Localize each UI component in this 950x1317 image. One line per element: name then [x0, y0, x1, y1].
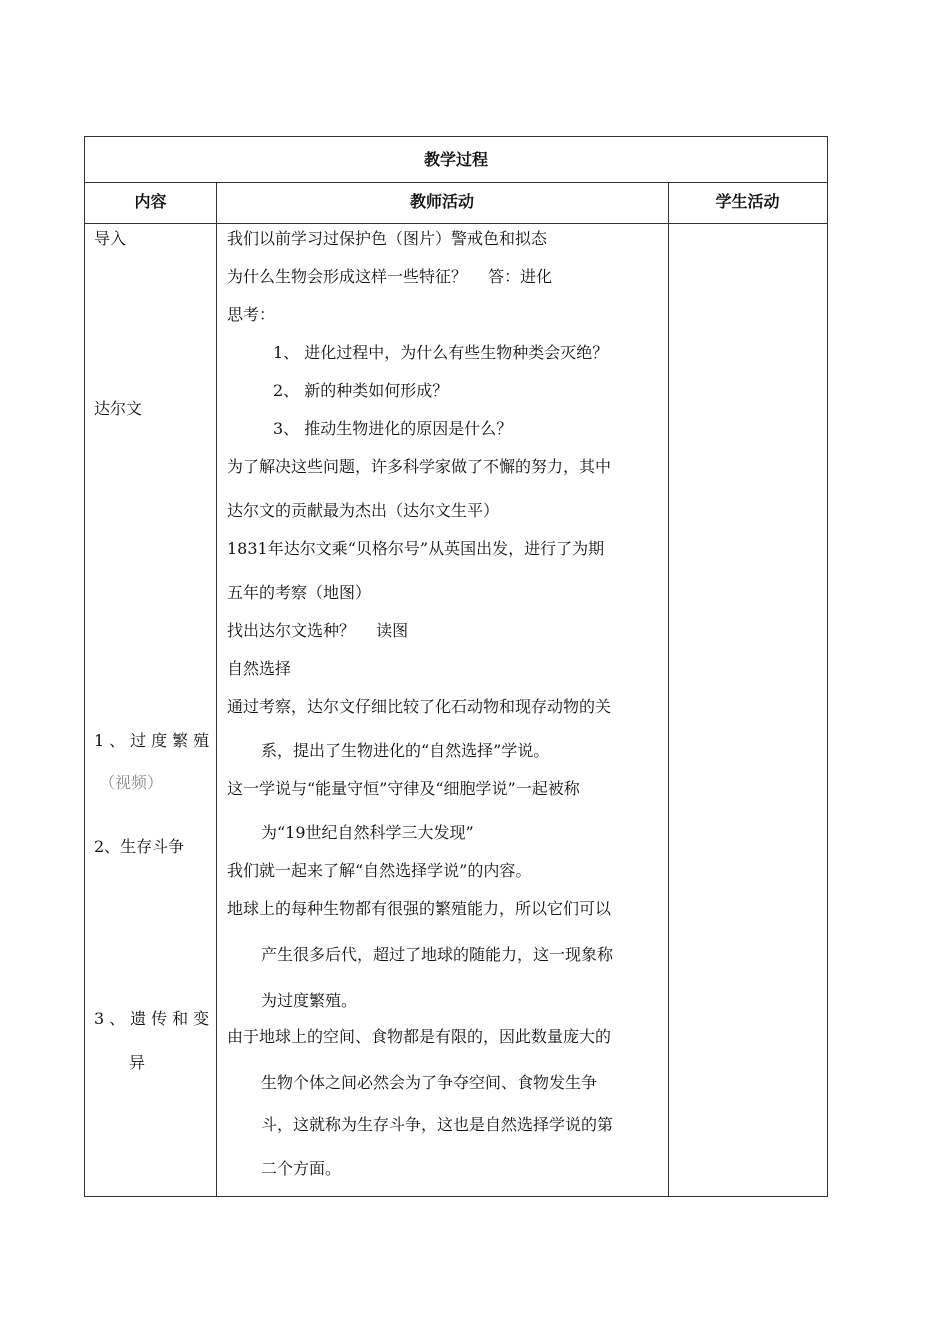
content-item-heredity: 3、遗传和变	[94, 1009, 215, 1028]
teacher-line: 五年的考察（地图）	[227, 583, 372, 602]
teacher-line: 为什么生物会形成这样一些特征？ 答：进化	[227, 267, 553, 286]
teacher-line: 产生很多后代，超过了地球的随能力，这一现象称	[261, 945, 614, 964]
teacher-line: 我们就一起来了解“自然选择学说”的内容。	[227, 861, 532, 880]
content-item-video: （视频）	[99, 773, 164, 792]
teacher-line: 自然选择	[227, 659, 292, 678]
teacher-line: 生物个体之间必然会为了争夺空间、食物发生争	[261, 1073, 598, 1092]
content-column-divider	[216, 182, 217, 1197]
teacher-line: 2、 新的种类如何形成？	[273, 381, 449, 400]
teacher-line: 这一学说与“能量守恒”守律及“细胞学说”一起被称	[227, 779, 580, 798]
teacher-line: 二个方面。	[261, 1159, 342, 1178]
header-student-activity: 学生活动	[715, 192, 780, 211]
header-content: 内容	[134, 192, 167, 211]
teacher-line: 由于地球上的空间、食物都是有限的，因此数量庞大的	[227, 1027, 612, 1046]
teacher-line: 找出达尔文选种？ 读图	[227, 621, 409, 640]
teacher-line: 1831年达尔文乘“贝格尔号”从英国出发，进行了为期	[227, 539, 605, 558]
content-item-overproduction: 1、过度繁殖	[94, 731, 215, 750]
teaching-process-table	[84, 136, 828, 1197]
content-item-darwin: 达尔文	[94, 399, 143, 418]
teacher-line: 通过考察，达尔文仔细比较了化石动物和现存动物的关	[227, 697, 612, 716]
header-teacher-activity: 教师活动	[409, 192, 474, 211]
teacher-line: 系，提出了生物进化的“自然选择”学说。	[261, 741, 550, 760]
teacher-line: 为过度繁殖。	[261, 991, 358, 1010]
content-item-variation: 异	[129, 1053, 146, 1072]
content-item-intro: 导入	[94, 229, 127, 248]
teacher-line: 思考：	[227, 305, 276, 324]
teacher-line: 地球上的每种生物都有很强的繁殖能力，所以它们可以	[227, 899, 612, 918]
teacher-line: 我们以前学习过保护色（图片）警戒色和拟态	[227, 229, 548, 248]
student-activity-cell	[669, 224, 827, 1196]
content-item-struggle: 2、生存斗争	[94, 837, 185, 856]
teacher-line: 为“19世纪自然科学三大发现”	[261, 823, 474, 842]
table-title: 教学过程	[423, 150, 488, 169]
teacher-line: 为了解决这些问题，许多科学家做了不懈的努力，其中	[227, 457, 612, 476]
teacher-line: 3、 推动生物进化的原因是什么？	[273, 419, 513, 438]
title-row-divider	[85, 182, 827, 183]
teacher-line: 斗，这就称为生存斗争，这也是自然选择学说的第	[261, 1115, 614, 1134]
teacher-line: 达尔文的贡献最为杰出（达尔文生平）	[227, 501, 500, 520]
teacher-line: 1、 进化过程中，为什么有些生物种类会灭绝？	[273, 343, 609, 362]
